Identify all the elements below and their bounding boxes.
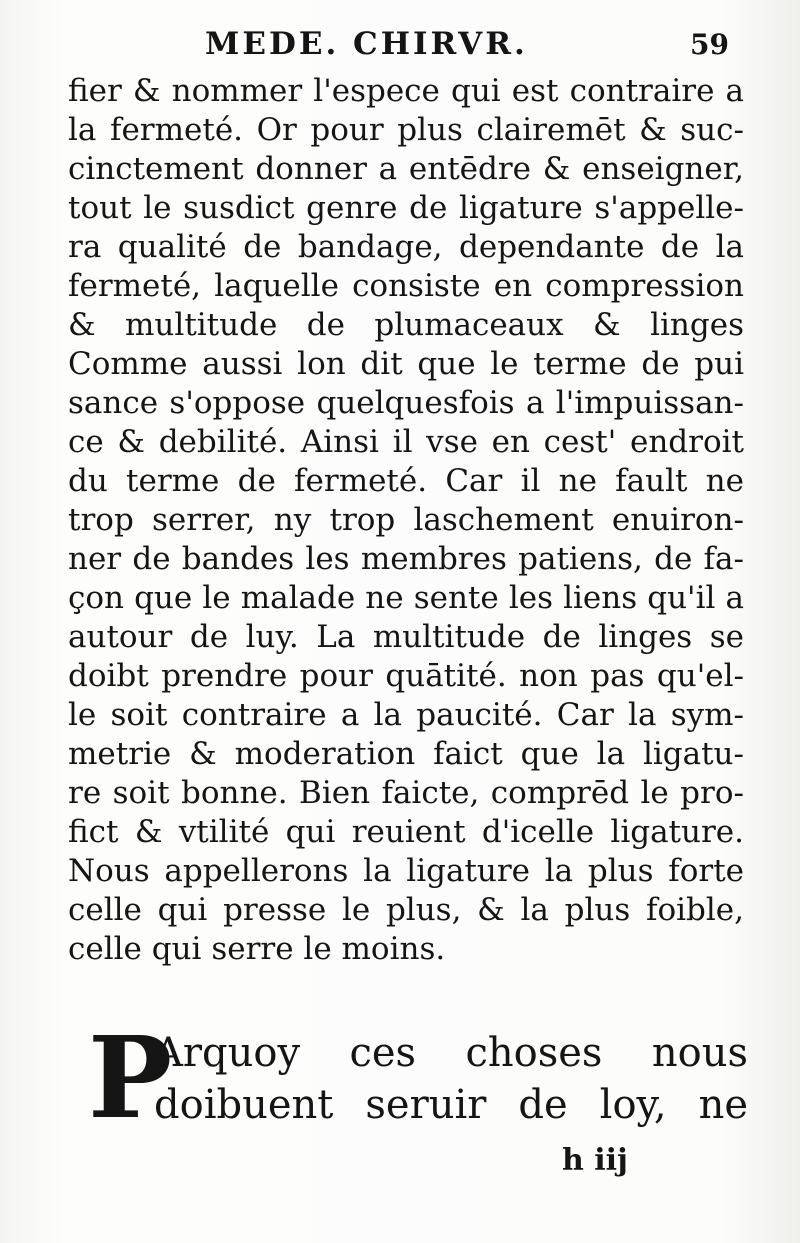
text-line: ce & debilité. Ainsi il vse en cest' endroit (68, 424, 744, 460)
text-line: tout le susdict genre de ligature s'appelle- (68, 190, 744, 226)
text-line: trop serrer, ny trop laschement enuiron- (68, 502, 744, 538)
signature-mark: h iij (562, 1143, 628, 1178)
text-line: metrie & moderation faict que la ligatu- (68, 736, 744, 772)
text-line: & multitude de plumaceaux & linges (68, 307, 744, 343)
text-line: sance s'oppose quelquesfois a l'impuissan- (68, 385, 744, 421)
text-line: autour de luy. La multitude de linges se (68, 619, 744, 655)
text-line: le soit contraire a la paucité. Car la sym- (68, 697, 744, 733)
page-number: 59 (690, 28, 729, 61)
new-paragraph (88, 1013, 748, 1144)
text-line: doibt prendre pour quātité. non pas qu'el- (68, 658, 744, 694)
text-line: fict & vtilité qui reuient d'icelle ligature. (68, 814, 744, 850)
drop-cap: P (88, 1013, 173, 1144)
text-line: Comme aussi lon dit que le terme de pui (68, 346, 744, 382)
paragraph-line: doibuent seruir de loy, ne (154, 1082, 748, 1128)
paragraph-line: Arquoy ces choses nous (154, 1030, 748, 1076)
page-header (0, 22, 800, 72)
text-line: cinctement donner a entēdre & enseigner, (68, 151, 744, 187)
text-line: du terme de fermeté. Car il ne fault ne (68, 463, 744, 499)
paragraph-lines (154, 1027, 748, 1131)
running-head: MEDE. CHIRVR. (205, 26, 528, 62)
text-line: fermeté, laquelle consiste en compression (68, 268, 744, 304)
text-line: fier & nommer l'espece qui est contraire a (68, 73, 744, 109)
text-line: çon que le malade ne sente les liens qu'il a (68, 580, 744, 616)
text-line: re soit bonne. Bien faicte, comprēd le pro- (68, 775, 744, 811)
body-text (68, 72, 744, 969)
text-line: la fermeté. Or pour plus clairemēt & suc- (68, 112, 744, 148)
text-line: Nous appellerons la ligature la plus forte (68, 853, 744, 889)
text-line: ner de bandes les membres patiens, de fa- (68, 541, 744, 577)
text-line: ra qualité de bandage, dependante de la (68, 229, 744, 265)
text-line: celle qui serre le moins. (68, 931, 446, 967)
text-line: celle qui presse le plus, & la plus foible, (68, 892, 744, 928)
